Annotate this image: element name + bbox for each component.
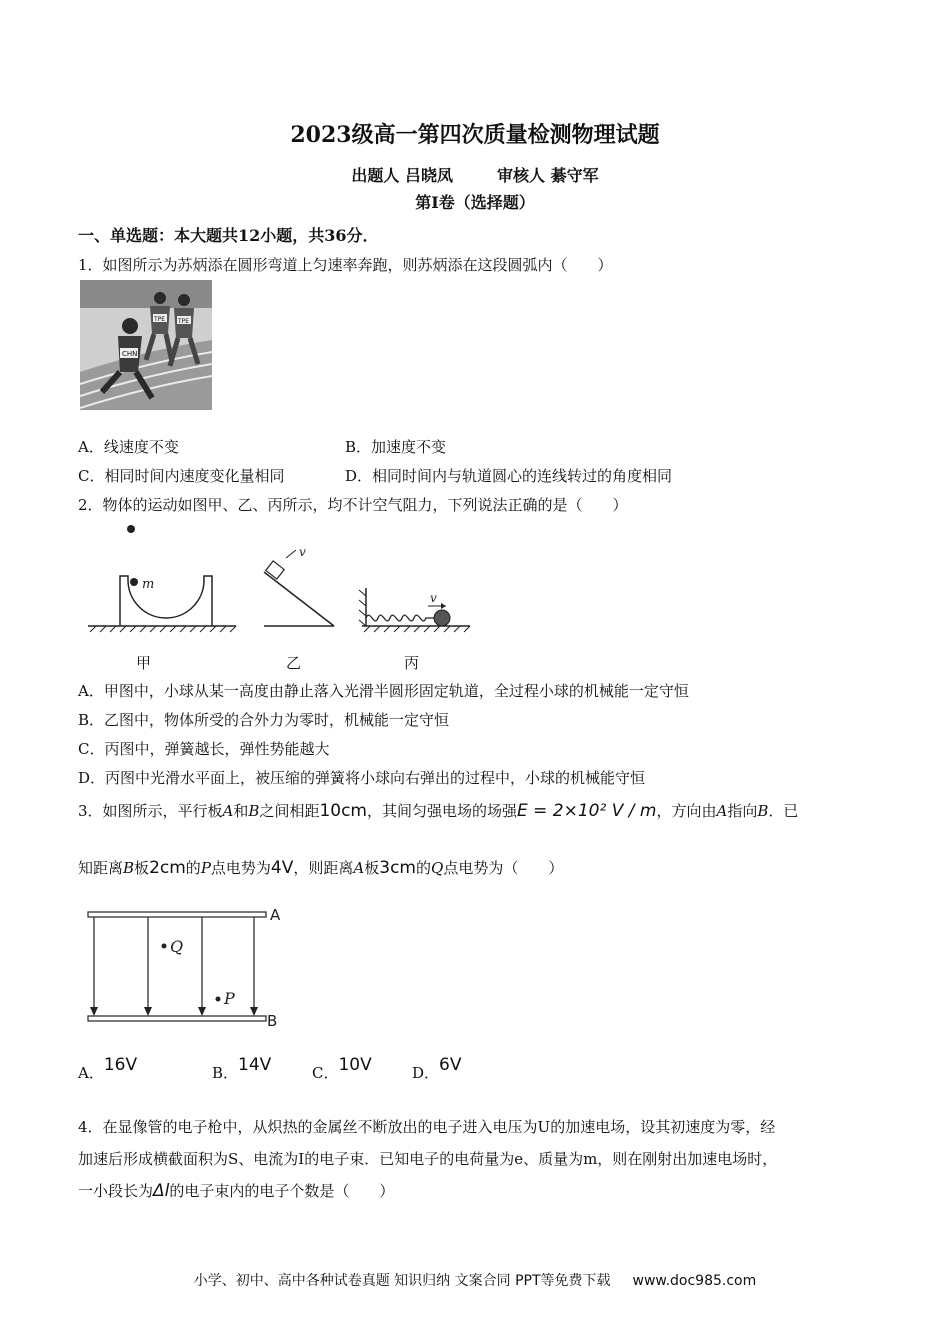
- q3-option-a: A．16V: [78, 1055, 138, 1082]
- fig-yi-v-label: v: [299, 545, 306, 559]
- q3-field: E = 2×10² V / m: [517, 801, 657, 821]
- footer-url[interactable]: www.doc985.com: [632, 1273, 757, 1289]
- caption-yi: 乙: [286, 654, 302, 672]
- volume-heading: 第Ⅰ卷（选择题）: [415, 193, 535, 212]
- q4-delta-l: Δl: [153, 1181, 170, 1201]
- q3-option-c: C．10V: [312, 1055, 372, 1082]
- bib-3: TPE: [178, 318, 190, 325]
- q3-line-1: 3．如图所示，平行板A和B之间相距10cm，其间匀强电场的场强E = 2×10² V / m，方向由A指向B．已: [78, 801, 799, 821]
- fig-q-label: Q: [170, 937, 184, 956]
- figure-bing: [359, 588, 470, 632]
- footer: [0, 1270, 950, 1290]
- fig-plate-a-label: A: [270, 906, 281, 924]
- q3-distance: 10cm: [319, 801, 367, 821]
- figure-jia: [88, 525, 236, 632]
- q4-line-1: 4．在显像管的电子枪中，从炽热的金属丝不断放出的电子进入电压为U的加速电场，设其初速度为零，经: [78, 1118, 776, 1136]
- section-heading: 一、单选题：本大题共12小题，共36分．: [78, 226, 379, 245]
- fig-plate-b-label: B: [267, 1012, 278, 1030]
- q1-option-d: D．相同时间内与轨道圆心的连线转过的角度相同: [345, 467, 673, 485]
- q3-option-b: B．14V: [212, 1055, 272, 1082]
- caption-bing: 丙: [404, 654, 420, 672]
- figure-yi: [264, 545, 334, 626]
- fig-bing-v-label: v: [430, 591, 437, 605]
- q1-option-a: A．线速度不变: [78, 438, 179, 456]
- q1-stem: 1．如图所示为苏炳添在圆形弯道上匀速率奔跑，则苏炳添在这段圆弧内（ ）: [78, 256, 613, 274]
- fig-p-label: P: [224, 989, 235, 1008]
- q1-option-c: C．相同时间内速度变化量相同: [78, 467, 285, 485]
- bib-1: CHN: [122, 350, 138, 358]
- q2-option-c: C．丙图中，弹簧越长，弹性势能越大: [78, 740, 330, 758]
- q3-line-2: 知距离B板2cm的P点电势为4V，则距离A板3cm的Q点电势为（ ）: [78, 858, 564, 878]
- caption-jia: 甲: [136, 654, 152, 672]
- setter: 出题人 吕晓凤: [351, 166, 453, 185]
- fig-mass-label: m: [142, 577, 155, 592]
- q3-capacitor-figure: [84, 906, 294, 1032]
- authors-line: [0, 163, 950, 186]
- q2-option-d: D．丙图中光滑水平面上，被压缩的弹簧将小球向右弹出的过程中，小球的机械能守恒: [78, 769, 646, 787]
- q4-line-3: 一小段长为Δl的电子束内的电子个数是（ ）: [78, 1181, 395, 1201]
- q2-option-b: B．乙图中，物体所受的合外力为零时，机械能一定守恒: [78, 711, 450, 729]
- q4-line-2: 加速后形成横截面积为S、电流为I的电子束．已知电子的电荷量为e、质量为m，则在刚射出加速电场时，: [78, 1150, 778, 1168]
- page-title: 2023级高一第四次质量检测物理试题: [290, 122, 660, 148]
- q1-option-b: B．加速度不变: [345, 438, 447, 456]
- q2-stem: 2．物体的运动如图甲、乙、丙所示，均不计空气阻力，下列说法正确的是（ ）: [78, 496, 628, 514]
- q1-sprint-photo: [80, 280, 212, 410]
- q2-figures: [78, 518, 478, 638]
- bib-2: TPE: [154, 316, 166, 323]
- footer-text: 小学、初中、高中各种试卷真题 知识归纳 文案合同 PPT等免费下载: [193, 1273, 611, 1289]
- q3-option-d: D．6V: [412, 1055, 462, 1082]
- q2-option-a: A．甲图中，小球从某一高度由静止落入光滑半圆形固定轨道，全过程小球的机械能一定守恒: [78, 682, 689, 700]
- reviewer: 审核人 綦守军: [497, 166, 599, 185]
